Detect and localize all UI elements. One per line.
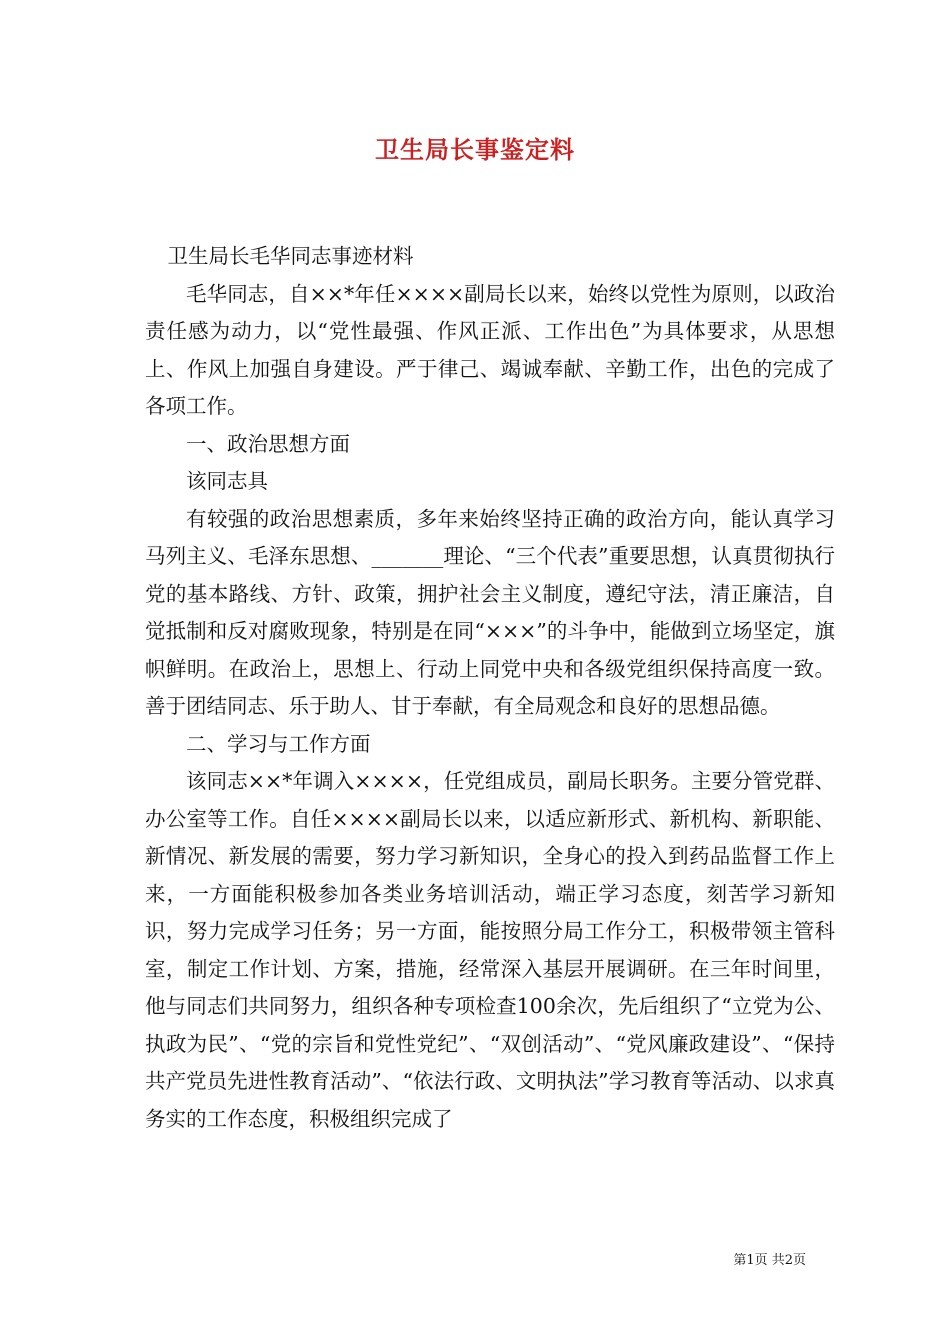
paragraph-study-work: 该同志××*年调入××××，任党组成员，副局长职务。主要分管党群、办公室等工作。自任××××副局长以来，以适应新形式、新机构、新职能、新情况、新发展的需要，努力学习新知识，全身心的投入到药品监督工作上来，一方面能积极参加各类业务培训活动，端正学习态度，刻苦学习新知识，努力完成学习任务；另一方面，能按照分局工作分工，积极带领主管科室，制定工作计划、方案，措施，经常深入基层开展调研。在三年时间里，他与同志们共同努力，组织各种专项检查100余次，先后组织了“立党为公、执政为民”、“党的宗旨和党性党纪”、“双创活动”、“党风廉政建设”、“保持共产党员先进性教育活动”、“依法行政、文明执法”学习教育等活动、以求真务实的工作态度，积极组织完成了 (145, 769, 835, 1131)
paragraph-intro: 毛华同志，自××*年任××××副局长以来，始终以党性为原则，以政治责任感为动力，以“党性最强、作风正派、工作出色”为具体要求，从思想上、作风上加强自身建设。严于律己、竭诚奉献、辛勤工作，出色的完成了各项工作。 (145, 281, 835, 418)
section-heading-political: 一、政治思想方面 (186, 431, 350, 456)
paragraph-fragment: 该同志具 (186, 469, 268, 493)
page-number: 第1页 共2页 (733, 1253, 806, 1268)
section-heading-study-work: 二、学习与工作方面 (186, 731, 371, 756)
document-body (145, 238, 835, 1138)
page-title: 卫生局长事鉴定料 (375, 135, 575, 164)
paragraph-political: 有较强的政治思想素质，多年来始终坚持正确的政治方向，能认真学习马列主义、毛泽东思想、_______理论、“三个代表”重要思想，认真贯彻执行党的基本路线、方针、政策，拥护社会主义制度，遵纪守法，清正廉洁，自觉抵制和反对腐败现象，特别是在同“×××”的斗争中，能做到立场坚定，旗帜鲜明。在政治上，思想上、行动上同党中央和各级党组织保持高度一致。善于团结同志、乐于助人、甘于奉献，有全局观念和良好的思想品德。 (145, 506, 835, 718)
document-subtitle: 卫生局长毛华同志事迹材料 (167, 244, 414, 268)
